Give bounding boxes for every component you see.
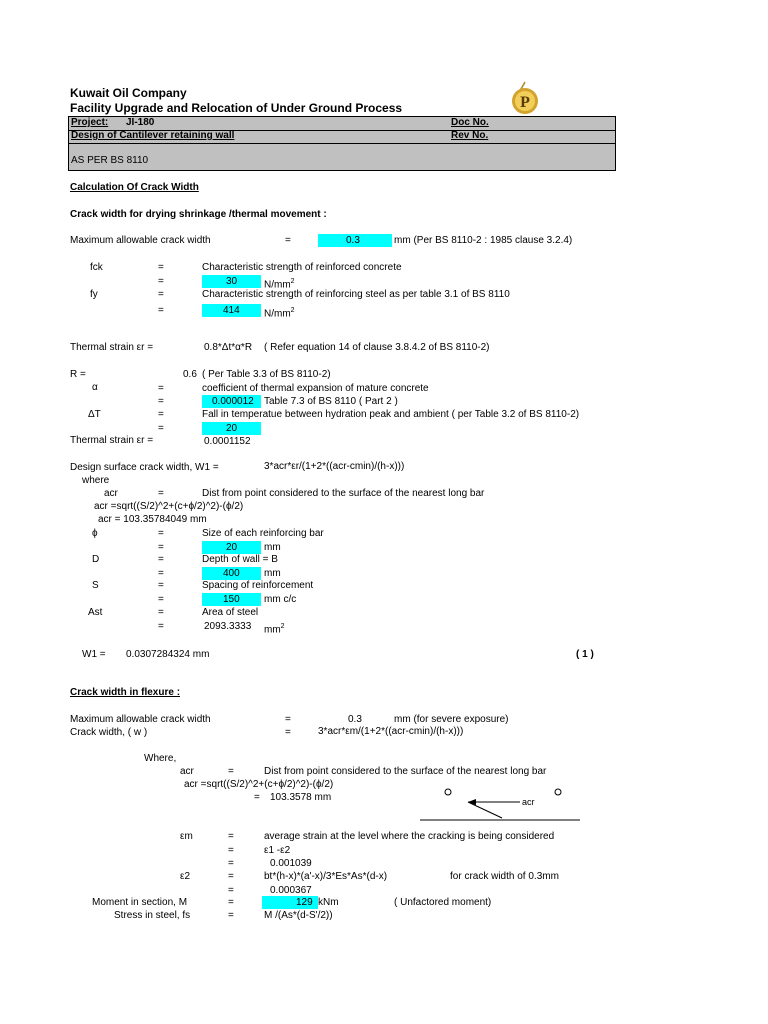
delta-t-label: ΔT (88, 409, 101, 420)
equals: = (228, 910, 234, 921)
stress-label: Stress in steel, fs (114, 910, 191, 921)
equals: = (158, 276, 164, 287)
max-crack2-note: mm (for severe exposure) (394, 714, 509, 725)
equals: = (158, 528, 164, 539)
d-label: D (92, 554, 100, 565)
equals: = (228, 871, 234, 882)
fy-label: fy (90, 289, 98, 300)
diagram-acr-label: acr (522, 797, 535, 807)
max-crack-cell (318, 234, 392, 247)
alpha-note: Table 7.3 of BS 8110 ( Part 2 ) (264, 396, 398, 407)
section-title: Crack width in flexure : (70, 687, 181, 698)
s-value: 150 (223, 594, 240, 605)
equals: = (228, 766, 234, 777)
delta-t-desc: Fall in temperatue between hydration peak and ambient ( per Table 3.2 of BS 8110-2) (202, 409, 580, 420)
equals: = (158, 305, 164, 316)
w1-formula: 3*acr*εr/(1+2*((acr-cmin)/(h-x))) (264, 461, 405, 472)
fy-cell (202, 304, 261, 317)
w1-formula-label: Design surface crack width, W1 = (70, 462, 219, 473)
max-crack2-label: Maximum allowable crack width (70, 714, 211, 725)
equals: = (228, 897, 234, 908)
where2-label: Where, (144, 753, 177, 764)
moment-label: Moment in section, M (92, 897, 188, 908)
equals: = (285, 727, 291, 738)
acr-formula: acr =sqrt((S/2)^2+(c+ϕ/2)^2)-(ϕ/2) (94, 501, 244, 512)
ast-desc: Area of steel (202, 607, 259, 618)
d-value: 400 (223, 568, 240, 579)
s-desc: Spacing of reinforcement (202, 580, 314, 591)
e2-value: 0.000367 (270, 885, 312, 896)
project-label: Project: (71, 117, 109, 128)
alpha-desc: coefficient of thermal expansion of mature concrete (202, 383, 429, 394)
thermal-strain-label: Thermal strain εr = (70, 342, 154, 353)
equals: = (158, 423, 164, 434)
e2-formula: bt*(h-x)*(a'-x)/3*Es*As*(d-x) (264, 871, 388, 882)
bar-circle (445, 789, 451, 795)
alpha-value: 0.000012 (212, 396, 254, 407)
acr2-label: acr (180, 766, 194, 777)
acr-diagram (420, 780, 580, 826)
phi-desc: Size of each reinforcing bar (202, 528, 324, 539)
company-name: Kuwait Oil Company (70, 86, 187, 100)
phi-unit: mm (264, 542, 281, 553)
fy-desc: Characteristic strength of reinforcing steel as per table 3.1 of BS 8110 (202, 289, 510, 300)
alpha-cell (202, 395, 261, 408)
phi-cell (202, 541, 261, 554)
acr-line (468, 802, 502, 818)
acr-label: acr (104, 488, 118, 499)
s-label: S (92, 580, 99, 591)
em-formula: ε1 -ε2 (264, 845, 291, 856)
moment-unit: kNm (318, 897, 339, 908)
equals: = (158, 621, 164, 632)
em-label: εm (180, 831, 193, 842)
thermal-strain-formula: 0.8*Δt*α*R (204, 342, 253, 353)
equals: = (158, 580, 164, 591)
equals: = (158, 409, 164, 420)
fck-label: fck (90, 262, 103, 273)
em-desc: average strain at the level where the cracking is being considered (264, 831, 555, 842)
equals: = (158, 607, 164, 618)
max-crack-label: Maximum allowable crack width (70, 235, 211, 246)
acr2-desc: Dist from point considered to the surface of the nearest long bar (264, 766, 547, 777)
doc-no-label: Doc No. (451, 117, 489, 128)
d-cell (202, 567, 261, 580)
project-value: JI-180 (126, 117, 155, 128)
ast-unit: $mm^2$ (264, 623, 285, 636)
phi-value: 20 (226, 542, 238, 553)
equals: = (158, 554, 164, 565)
fck-unit: $N/mm^2$ (264, 278, 295, 291)
acr2-result: 103.3578 mm (270, 792, 332, 803)
fck-cell (202, 275, 261, 288)
equals: = (228, 858, 234, 869)
equals: = (158, 488, 164, 499)
w1-ref: ( 1 ) (576, 649, 594, 660)
moment-cell (262, 896, 318, 909)
max-crack-value: 0.3 (346, 235, 360, 246)
moment-note: ( Unfactored moment) (394, 897, 492, 908)
where-label: where (82, 475, 110, 486)
standard-label: AS PER BS 8110 (71, 155, 149, 166)
equals: = (158, 383, 164, 394)
equals: = (158, 594, 164, 605)
e2-note: for crack width of 0.3mm (450, 871, 559, 882)
equals: = (228, 885, 234, 896)
alpha-label: α (92, 382, 98, 393)
w1-value: 0.0307284324 mm (126, 649, 210, 660)
logo-letter: P (520, 94, 530, 111)
w1-label: W1 = (82, 649, 106, 660)
acr-desc: Dist from point considered to the surface of the nearest long bar (202, 488, 485, 499)
equals: = (228, 845, 234, 856)
max-crack2-value: 0.3 (348, 714, 362, 725)
s-unit: mm c/c (264, 594, 297, 605)
r-note: ( Per Table 3.3 of BS 8110-2) (202, 369, 331, 380)
r-label: R = (70, 369, 86, 380)
ast-value: 2093.3333 (204, 621, 252, 632)
equals: = (158, 396, 164, 407)
equals: = (158, 262, 164, 273)
header-divider (69, 143, 615, 144)
stress-formula: M /(As*(d-S'/2)) (264, 910, 333, 921)
r-value: 0.6 (183, 369, 197, 380)
thermal-strain-result-value: 0.0001152 (204, 436, 251, 447)
section-subtitle: Crack width for drying shrinkage /thermal movement : (70, 209, 327, 220)
rev-no-label: Rev No. (451, 130, 489, 141)
equals: = (158, 568, 164, 579)
fy-unit: $N/mm^2$ (264, 307, 295, 320)
thermal-strain-result-label: Thermal strain εr = (70, 435, 154, 446)
fck-value: 30 (226, 276, 238, 287)
fy-value: 414 (223, 305, 240, 316)
bar-circle (555, 789, 561, 795)
fck-desc: Characteristic strength of reinforced concrete (202, 262, 402, 273)
crack-width-label: Crack width, ( w ) (70, 727, 148, 738)
thermal-strain-note: ( Refer equation 14 of clause 3.8.4.2 of BS 8110-2) (264, 342, 490, 353)
delta-t-cell (202, 422, 261, 435)
acr2-formula: acr =sqrt((S/2)^2+(c+ϕ/2)^2)-(ϕ/2) (184, 779, 334, 790)
moment-value: 129 (296, 897, 313, 908)
section-title: Calculation Of Crack Width (70, 182, 199, 193)
s-cell (202, 593, 261, 606)
project-title: Facility Upgrade and Relocation of Under Ground Process (70, 101, 403, 115)
equals: = (158, 542, 164, 553)
equals: = (158, 289, 164, 300)
design-label: Design of Cantilever retaining wall (71, 130, 235, 141)
delta-t-value: 20 (226, 423, 238, 434)
crack-width-formula: 3*acr*εm/(1+2*((acr-cmin)/(h-x))) (318, 726, 464, 737)
equals: = (285, 235, 291, 246)
equals: = (285, 714, 291, 725)
max-crack-note: mm (Per BS 8110-2 : 1985 clause 3.2.4) (394, 235, 573, 246)
d-unit: mm (264, 568, 281, 579)
em-value: 0.001039 (270, 858, 312, 869)
company-logo (508, 80, 542, 116)
e2-label: ε2 (180, 871, 191, 882)
phi-label: ϕ (92, 528, 98, 539)
acr-result: acr = 103.35784049 mm (98, 514, 207, 525)
d-desc: Depth of wall = B (202, 554, 278, 565)
ast-label: Ast (88, 607, 103, 618)
equals: = (254, 792, 260, 803)
equals: = (228, 831, 234, 842)
